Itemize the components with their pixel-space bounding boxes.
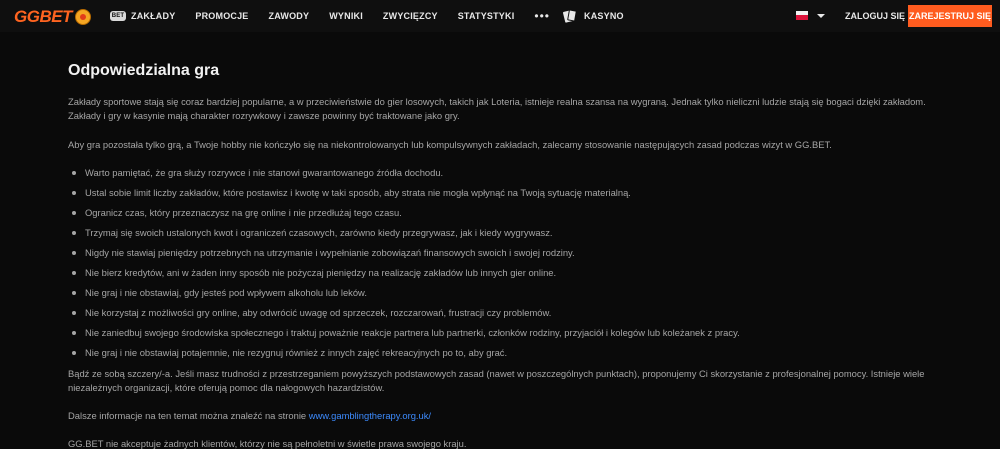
list-item: Nie zaniedbuj swojego środowiska społecznego i traktuj poważnie reakcje partnera lub partnerki, członków rodziny, przyjaciół i kolegów lub koleżanek z pracy. xyxy=(68,326,938,340)
list-item: Nigdy nie stawiaj pieniędzy potrzebnych na utrzymanie i wypełnianie zobowiązań finansowych swoich i swojej rodziny. xyxy=(68,246,938,260)
logo-text: GGBET xyxy=(14,7,72,26)
list-item: Nie graj i nie obstawiaj, gdy jesteś pod wpływem alkoholu lub leków. xyxy=(68,286,938,300)
playing-cards-icon xyxy=(564,10,577,23)
login-button[interactable]: ZALOGUJ SIĘ xyxy=(845,11,906,21)
more-info-text: Dalsze informacje na ten temat można znaleźć na stronie xyxy=(68,410,309,421)
chevron-down-icon[interactable] xyxy=(817,14,825,18)
bet-icon: BET xyxy=(111,13,125,19)
rules-list xyxy=(68,166,938,360)
nav-item-kasyno[interactable] xyxy=(564,10,624,23)
list-item: Warto pamiętać, że gra służy rozrywce i nie stanowi gwarantowanego źródła dochodu. xyxy=(68,166,938,180)
poland-flag-icon[interactable] xyxy=(796,11,808,20)
nav-item-statystyki[interactable]: STATYSTYKI xyxy=(457,11,515,21)
age-notice-paragraph: GG.BET nie akceptuje żadnych klientów, którzy nie są pełnoletni w świetle prawa swojego kraju. xyxy=(68,438,467,449)
nav-item-label: KASYNO xyxy=(584,11,624,21)
list-item: Nie graj i nie obstawiaj potajemnie, nie rezygnuj również z innych zajęć rekreacyjnych po to, aby grać. xyxy=(68,346,938,360)
more-menu-icon[interactable]: ••• xyxy=(534,9,551,23)
main-nav xyxy=(110,0,644,32)
logo-badge-icon xyxy=(75,9,91,25)
list-item: Nie korzystaj z możliwości gry online, aby odwrócić uwagę od sprzeczek, rozczarowań, frustracji czy problemów. xyxy=(68,306,938,320)
list-item: Ustal sobie limit liczby zakładów, które postawisz i kwotę w taki sposób, aby strata nie mogła wpłynąć na Twoją sytuację materialną. xyxy=(68,186,938,200)
top-navbar xyxy=(0,0,1000,32)
lead-paragraph: Aby gra pozostała tylko grą, a Twoje hobby nie kończyło się na niekontrolowanych lub kompulsywnych zakładach, zalecamy stosowanie następujących zasad podczas wizyt w GG.BET. xyxy=(68,139,832,150)
honesty-paragraph: Bądź ze sobą szczery/-a. Jeśli masz trudności z przestrzeganiem powyższych podstawowych zasad (nawet w poszczególnych punktach), proponujemy Ci skorzystanie z profesjonalnej pomocy. Istnieje wiele niezależnych organizacji, które oferują pomoc dla nałogowych hazardzistów. xyxy=(68,368,925,393)
list-item: Nie bierz kredytów, ani w żaden inny sposób nie pożyczaj pieniędzy na realizację zakładów lub innych gier online. xyxy=(68,266,938,280)
more-info-paragraph xyxy=(68,409,938,423)
list-item: Ogranicz czas, który przeznaczysz na grę online i nie przedłużaj tego czasu. xyxy=(68,206,938,220)
nav-item-zawody[interactable]: ZAWODY xyxy=(268,11,310,21)
nav-item-zwyciezcy[interactable]: ZWYCIĘZCY xyxy=(382,11,438,21)
page-title: Odpowiedzialna gra xyxy=(68,62,220,79)
nav-item-promocje[interactable]: PROMOCJE xyxy=(195,11,249,21)
register-button[interactable]: ZAREJESTRUJ SIĘ xyxy=(908,5,992,27)
intro-paragraph: Zakłady sportowe stają się coraz bardziej popularne, a w przeciwieństwie do gier losowych, takich jak Loteria, istnieje realna szansa na wygraną. Jednak tylko nieliczni ludzie stają się bogaci dzięki zakładom. Zakłady i gry w kasynie mają charakter rozrywkowy i zawsze powinny być traktowane jako gry. xyxy=(68,96,926,121)
responsible-gaming-content xyxy=(68,62,938,449)
ggbet-logo[interactable] xyxy=(14,7,91,27)
nav-item-label: ZAKŁADY xyxy=(131,11,176,21)
list-item: Trzymaj się swoich ustalonych kwot i ograniczeń czasowych, zarówno kiedy przegrywasz, jak i kiedy wygrywasz. xyxy=(68,226,938,240)
nav-item-wyniki[interactable]: WYNIKI xyxy=(329,11,363,21)
gambling-therapy-link[interactable]: www.gamblingtherapy.org.uk/ xyxy=(308,410,432,421)
nav-item-zaklady[interactable] xyxy=(110,11,175,21)
